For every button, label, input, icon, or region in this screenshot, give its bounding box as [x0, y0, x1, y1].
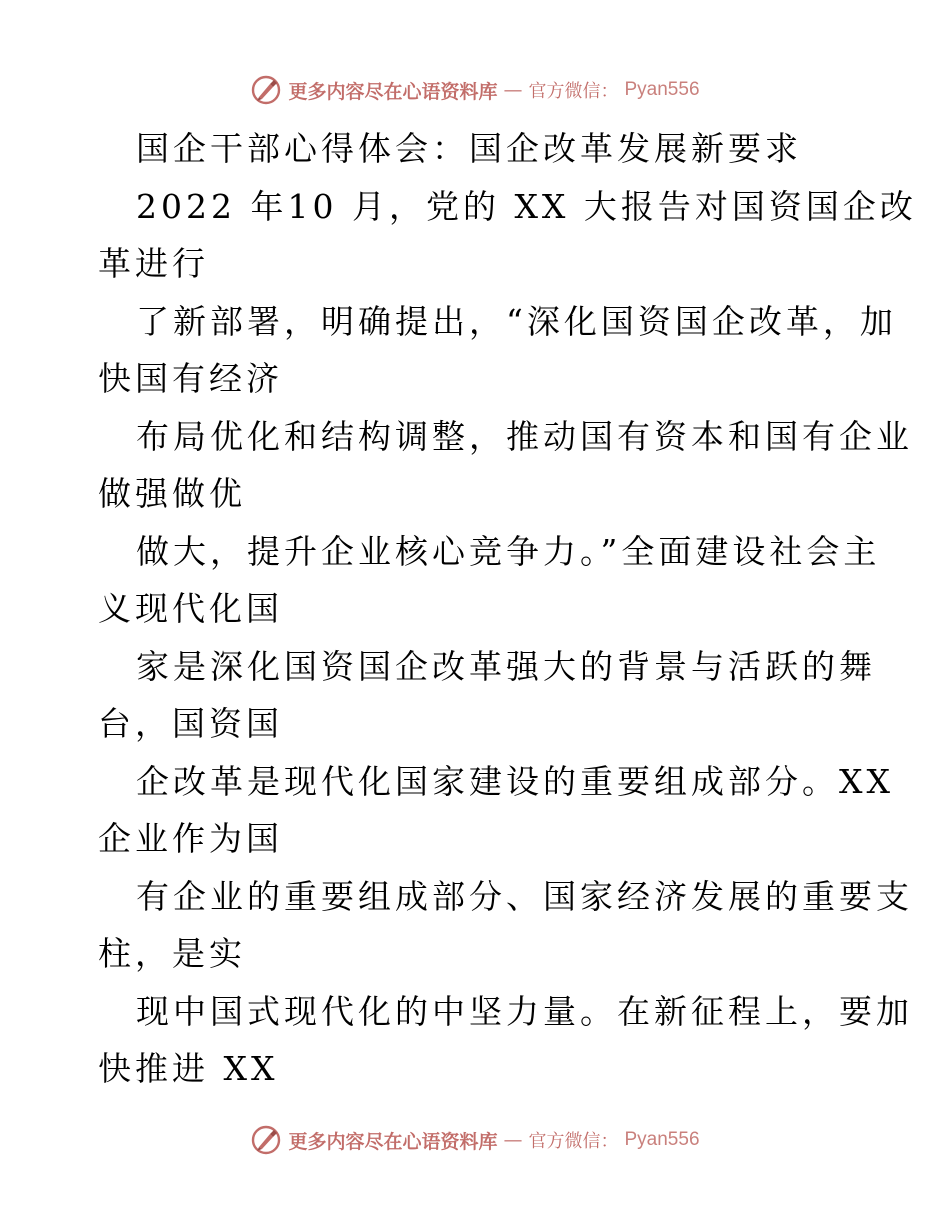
text-line: 企业作为国 [98, 819, 283, 858]
pen-logo-icon [250, 1124, 282, 1156]
watermark-id: Pyan556 [624, 79, 700, 100]
pen-logo-icon [250, 74, 282, 106]
watermark-sub-text: 官方微信： [528, 81, 619, 102]
watermark-main-text: 更多内容尽在心语资料库 [288, 1130, 498, 1153]
text-line: 现中国式现代化的中坚力量。在新征程上，要加 [136, 991, 913, 1031]
watermark-group [250, 1124, 699, 1156]
text-line: 做大，提升企业核心竞争力。”全面建设社会主 [136, 531, 881, 571]
document-body [98, 120, 917, 1098]
text-line: 有企业的重要组成部分、国家经济发展的重要支 [136, 876, 913, 916]
text-line: 义现代化国 [98, 589, 283, 628]
watermark-id: Pyan556 [624, 1129, 700, 1150]
watermark-dash: — [503, 79, 523, 101]
text-line: 快国有经济 [98, 359, 283, 398]
watermark-sub-text: 官方微信： [528, 1131, 619, 1152]
text-line: 柱，是实 [98, 934, 246, 973]
watermark-header [0, 70, 950, 110]
text-line: 企改革是现代化国家建设的重要组成部分。XX [136, 761, 894, 801]
text-line: 家是深化国资国企改革强大的背景与活跃的舞 [136, 646, 876, 686]
text-line: 快推进 XX [98, 1049, 279, 1088]
text-line: 做强做优 [98, 474, 246, 513]
document-title-line: 国企干部心得体会：国企改革发展新要求 [136, 129, 802, 168]
watermark-footer [0, 1120, 950, 1160]
text-line: 了新部署，明确提出，“深化国资国企改革，加 [136, 301, 897, 341]
watermark-dash: — [503, 1129, 523, 1151]
text-line: 革进行 [98, 244, 209, 283]
watermark-main-text: 更多内容尽在心语资料库 [288, 80, 498, 103]
text-line: 2022 年10 月，党的 XX 大报告对国资国企改 [136, 186, 917, 226]
text-line: 台，国资国 [98, 704, 283, 743]
watermark-group [250, 74, 699, 106]
text-line: 布局优化和结构调整，推动国有资本和国有企业 [136, 416, 913, 456]
